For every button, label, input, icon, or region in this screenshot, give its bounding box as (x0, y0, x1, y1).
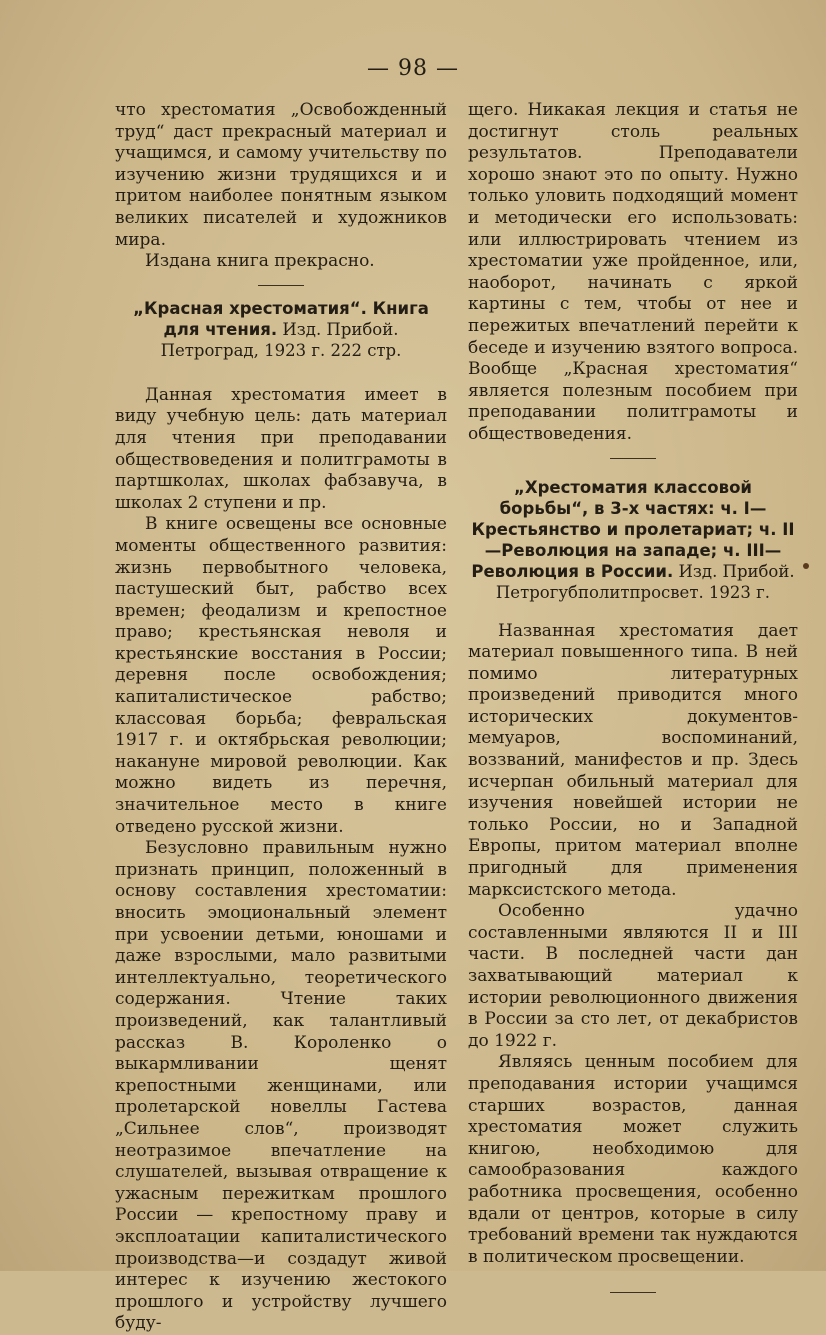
review-imprint: Изд. Прибой. Петроград, 1923 г. 222 стр. (160, 319, 402, 360)
review-paragraph: Являясь ценным пособием для преподавания истории учащимся старших возрастов, данная хрестоматия может служить книгою, необходимою для самообразования каждого работника просвещения, особенно вдали от центров, которые в силу требований времени так нуждаются в политическом просвещении. (468, 1052, 798, 1267)
review-title: „Красная хрестоматия“. Книга для чтения. (133, 298, 429, 339)
review-paragraph: Особенно удачно составленными являются II и III части. В последней части дан захватывающий материал к истории революционного движения в России за сто лет, от декабристов до 1922 г. (468, 901, 798, 1051)
intro-paragraph: что хрестоматия „Освобожденный труд“ даст прекрасный материал и учащимся, и самому учительству по изучению жизни трудящихся и и притом наиболее понятным языком великих писателей и художников мира. (115, 100, 447, 250)
review-paragraph: Безусловно правильным нужно признать принцип, положенный в основу составления хрестоматии: вносить эмоциональный элемент при усвоении детьми, юношами и даже взрослыми, мало развитыми интеллектуально, теоретического содержания. Чтение таких произведений, как талантливый рассказ В. Короленко о выкармливании щенят крепостными женщинами, или пролетарской новеллы Гастева „Сильнее слов“, производят неотразимое впечатление на слушателей, вызывая отвращение к ужасным пережиткам прошлого России — крепостному праву и эксплоатации капиталистического производства—и создадут живой интерес к изучению жестокого прошлого и устройству лучшего буду- (115, 838, 447, 1334)
right-column (468, 100, 798, 1293)
review-imprint: Изд. Прибой. Петрогубполитпросвет. 1923 г. (495, 561, 795, 602)
intro-paragraph: Издана книга прекрасно. (145, 251, 375, 272)
review-heading (468, 477, 798, 603)
continuation-paragraph: щего. Никакая лекция и статья не достигнут столь реальных результатов. Преподаватели хорошо знают это по опыту. Нужно только уловить подходящий момент и методически его использовать: или иллюстрировать чтением из хрестоматии уже пройденное, или, наоборот, начинать с яркой картины с тем, чтобы от нее и пережитых впечатлений перейти к беседе и изучению взятого вопроса. Вообще „Красная хрестоматия“ является полезным пособием при преподавании политграмоты и обществоведения. (468, 100, 798, 444)
review-title: „Хрестоматия классовой борьбы“, в 3-х частях: ч. I—Крестьянство и пролетариат; ч. II—Революция на западе; ч. III—Революция в России. (471, 477, 795, 581)
review-heading (115, 298, 447, 361)
section-divider (610, 1292, 656, 1293)
page-number: — 98 — (367, 56, 459, 81)
left-column (115, 100, 447, 1335)
paper-speck (803, 563, 809, 569)
review-paragraph: Данная хрестоматия имеет в виду учебную цель: дать материал для чтения при преподавании обществоведения и политграмоты в партшколах, школах фабзавуча, в школах 2 ступени и пр. (115, 384, 447, 513)
review-paragraph: Названная хрестоматия дает материал повышенного типа. В ней помимо литературных произведений приводится много исторических документов-мемуаров, воспоминаний, воззваний, манифестов и пр. Здесь исчерпан обильный материал для изучения новейшей истории не только России, но и Западной Европы, притом материал вполне пригодный для применения марксистского метода. (468, 620, 798, 900)
review-paragraph: В книге освещены все основные моменты общественного развития: жизнь первобытного человека, пастушеский быт, рабство всех времен; феодализм и крепостное право; крестьянская неволя и крестьянские восстания в России; деревня после освобождения; капиталистическое рабство; классовая борьба; февральская 1917 г. и октябрьская революции; накануне мировой революции. Как можно видеть из перечня, значительное место в книге отведено русской жизни. (115, 514, 447, 837)
